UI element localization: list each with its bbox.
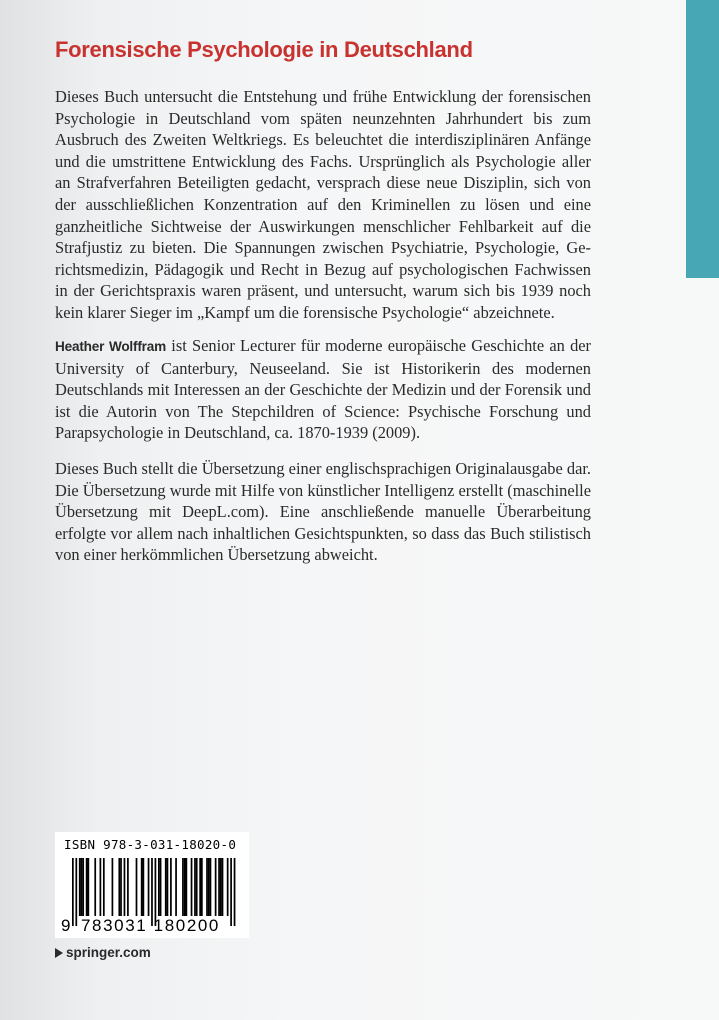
barcode-bar: [87, 858, 89, 916]
ean-lead-digit: 9: [61, 916, 71, 935]
barcode-bar: [227, 858, 229, 916]
book-description: Dieses Buch untersucht die Entstehung und frühe Entwicklung der forensischen Psychologie in Deutschland vom späten neunzehnten Jahrhundert bis zum Ausbruch des Zweiten Weltkriegs. Es beleuchtet die interdisziplinären Anfänge und die umstrittene Entwicklung des Fachs. Ursprünglich als Psychologie aller an Strafverfahren Beteiligten gedacht, versprach diese neue Disziplin, sich von der ausschließlichen Konzentration auf den Kriminellen zu lösen und eine ganzheitliche Sichtweise der Auswirkungen menschlicher Fehlbarkeit auf die Strafjustiz zu bieten. Die Spannungen zwischen Psychiatrie, Psychologie, Gerichtsmedizin, Pädagogik und Recht in Bezug auf psychologischen Fachwissen in der Gerichtspraxis waren präsent, und untersucht, warum sich bis 1939 noch kein klarer Sieger im „Kampf um die forensische Psychologie“ abzeichnete.: [55, 87, 591, 322]
author-bio: [55, 335, 591, 444]
barcode-bar: [201, 858, 203, 916]
barcode-bar: [167, 858, 169, 916]
barcode-bar: [206, 858, 208, 916]
barcode-bar: [82, 858, 84, 916]
barcode-bar: [175, 858, 177, 916]
barcode-bar: [199, 858, 201, 916]
barcode-bar: [86, 858, 88, 916]
barcode-bar: [143, 858, 145, 916]
translation-note: Dieses Buch stellt die Übersetzung einer englischsprachigen Originalausgabe dar. Die Übersetzung wurde mit Hilfe von künstlicher Intelligenz erstellt (maschinelle Übersetzung mit DeepL.com). Eine anschließende manuelle Überarbeitung erfolgte vor allem nach inhaltlichen Gesichtspunkten, so dass das Buch stilistisch von einer herkömmlichen Übersetzung abweicht.: [55, 459, 591, 565]
barcode-bar: [112, 858, 114, 916]
barcode-bar: [186, 858, 188, 916]
barcode-bar: [215, 858, 217, 916]
barcode-bar: [94, 858, 96, 916]
barcode-bar: [124, 858, 126, 916]
author-name: Heather Wolffram: [55, 339, 167, 354]
barcode-bar: [182, 858, 184, 916]
barcode-bar: [136, 858, 138, 916]
barcode-bar: [165, 858, 167, 916]
barcode-bar: [81, 858, 83, 916]
publisher-url[interactable]: springer.com: [66, 945, 151, 960]
barcode-bar: [79, 858, 81, 916]
book-title: Forensische Psychologie in Deutschland: [55, 37, 473, 62]
ean-digits: 783031 180200: [81, 916, 220, 935]
barcode-bar: [141, 858, 143, 916]
barcode-bar: [222, 858, 224, 916]
barcode-bar: [184, 858, 186, 916]
barcode-bar: [120, 858, 122, 916]
barcode-bar: [191, 858, 193, 916]
barcode-bar: [218, 858, 220, 916]
isbn-barcode: [55, 832, 249, 938]
barcode-bar: [170, 858, 172, 916]
publisher-link[interactable]: [55, 945, 151, 960]
barcode-bar: [208, 858, 210, 916]
accent-side-strip: [686, 0, 719, 278]
author-bio-text: ist Senior Lecturer für moderne europäische Geschichte an der University of Canterbury, Neuseeland. Sie ist Historikerin des modernen Deutschlands mit Interessen an der Geschichte der Medizin und der Forensik und ist die Autorin von The Stepchildren of Science: Psychische Forschung und Parapsychologie in Deutschland, ca. 1870-1939 (2009).: [55, 336, 591, 443]
barcode-bar: [72, 858, 74, 926]
barcode-bar: [234, 858, 236, 926]
barcode-bar: [210, 858, 212, 916]
barcode-bar: [220, 858, 222, 916]
barcode-bar: [158, 858, 160, 916]
barcode-bar: [100, 858, 102, 916]
barcode-bar: [118, 858, 120, 916]
barcode-bar: [127, 858, 129, 916]
barcode-bar: [103, 858, 105, 916]
barcode-bar: [230, 858, 232, 926]
barcode-bar: [75, 858, 77, 926]
barcode-bar: [196, 858, 198, 916]
isbn-label: ISBN 978-3-031-18020-0: [64, 837, 237, 852]
barcode-bar: [194, 858, 196, 916]
triangle-right-icon: [55, 948, 63, 958]
barcode-bar: [160, 858, 162, 916]
barcode-bar: [148, 858, 150, 916]
